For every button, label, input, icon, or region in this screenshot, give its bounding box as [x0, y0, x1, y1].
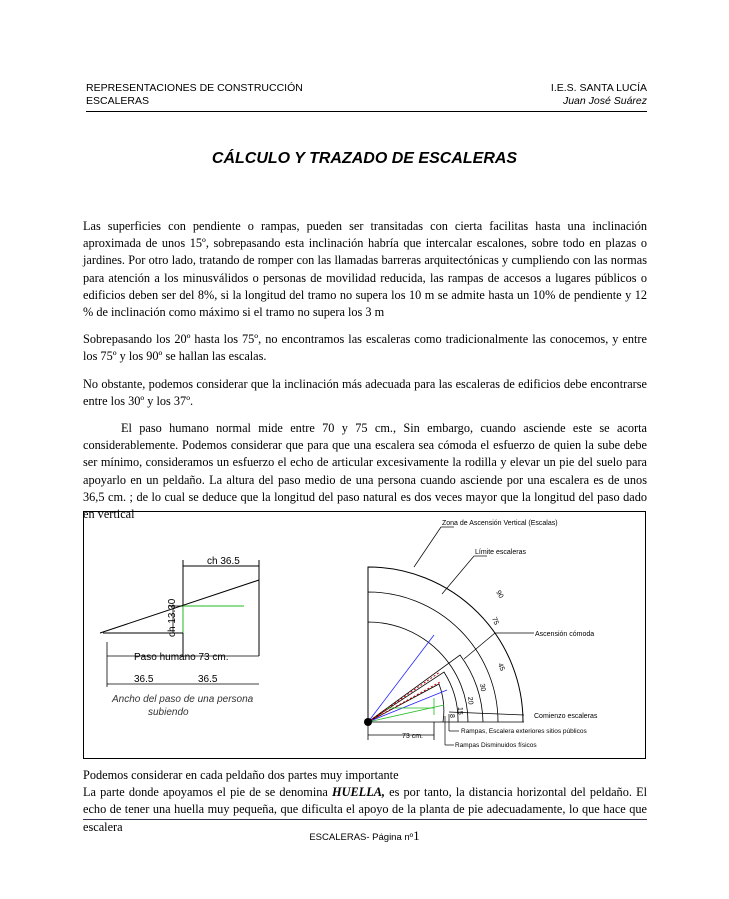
label-deg-90: 90	[494, 589, 505, 600]
stair-diagram	[84, 512, 647, 760]
bottom-text	[83, 767, 647, 836]
header-divider	[86, 111, 647, 112]
paragraph: No obstante, podemos considerar que la inclinación más adecuada para las escaleras de edificios debe encontrarse entre los 30º y los 37º.	[83, 376, 647, 408]
label-zona: Zona de Ascensión Vertical (Escalas)	[442, 520, 558, 527]
label-deg-8: 8	[448, 714, 455, 718]
label-paso-humano: Paso humano 73 cm.	[134, 652, 229, 663]
page-header	[86, 82, 647, 108]
label-ch365: ch 36.5	[207, 556, 240, 567]
label-half-step-b: 36.5	[198, 674, 218, 685]
label-deg-15: 15	[456, 707, 463, 715]
header-subject: REPRESENTACIONES DE CONSTRUCCIÓN	[86, 82, 303, 94]
label-deg-45: 45	[496, 662, 506, 673]
bottom-line1: Podemos considerar en cada peldaño dos partes muy importante	[83, 768, 399, 782]
label-deg-20: 20	[466, 696, 474, 705]
footer-divider	[83, 819, 647, 820]
header-author: Juan José Suárez	[562, 95, 647, 107]
paragraph: Sobrepasando los 20º hasta los 75º, no encontramos las escaleras como tradicionalmente las conocemos, y entre los 75º y los 90º se hallan las escalas.	[83, 332, 647, 364]
header-topic: ESCALERAS	[86, 95, 150, 107]
page-number: 1	[413, 828, 420, 843]
label-limite: Límite escaleras	[475, 549, 526, 556]
label-ascension: Ascensión cómoda	[535, 631, 595, 638]
label-rampas-ext: Rampas, Escalera exteriores sitios públicos	[461, 728, 587, 735]
label-base-73: 73 cm.	[402, 733, 424, 740]
body-text	[83, 218, 647, 533]
label-ch1330: ch 13.30	[167, 598, 178, 637]
huella-term: HUELLA,	[332, 785, 385, 800]
page-title: CÁLCULO Y TRAZADO DE ESCALERAS	[211, 150, 518, 167]
label-deg-30: 30	[478, 683, 487, 693]
footer-text: ESCALERAS- Página nº	[309, 832, 414, 843]
paragraph: Las superficies con pendiente o rampas, pueden ser transitadas con cierta facilitas hasta una inclinación aproximada de unos 15º, sobrepasando esta inclinación habría que intercalar escalones, sobre todo en plazas o jardines. Por otro lado, tratando de romper con las llamadas barreras arquitectónicas y cumpliendo con las normas para atención a los minusválidos o personas de movilidad reducida, las rampas de accesos a lugares públicos o edificios deben ser del 8%, si la longitud del tramo no supera los 10 m se admite hasta un 10% de pendiente y 12 % de inclinación como máximo si el tramo no supera los 3 m	[83, 219, 647, 320]
page-footer	[0, 828, 729, 844]
stair-diagram-figure	[83, 511, 646, 759]
header-school: I.E.S. SANTA LUCÍA	[550, 82, 647, 94]
label-comienzo: Comienzo escaleras	[534, 713, 598, 720]
caption-line2: subiendo	[148, 707, 189, 718]
inclination-diagram	[364, 520, 598, 749]
label-deg-75: 75	[490, 616, 500, 627]
paragraph: El paso humano normal mide entre 70 y 75 cm., Sin embargo, cuando asciende este se acorta considerablemente. Podemos considerar que para que una escalera sea cómoda el esfuerzo de quien la sube debe ser mínimo, consideramos un esfuerzo el echo de articular excesivamente la rodilla y elevar un pie del suelo para apoyarlo en un peldaño. La altura del paso medio de una persona cuando asciende por una escalera es de unos 36,5 cm. ; de lo cual se deduce que la longitud del paso natural es dos veces mayor que la longitud del paso dado en vertical	[83, 421, 647, 522]
step-diagram	[100, 556, 259, 718]
caption-line1: Ancho del paso de una persona	[112, 694, 254, 705]
label-rampas-dis: Rampas Disminuidos físicos	[455, 742, 537, 749]
label-half-step-a: 36.5	[134, 674, 154, 685]
bottom-line2: La parte donde apoyamos el pie de se denomina HUELLA, es por tanto, la distancia horizontal del peldaño. El echo de tener una huella muy pequeña, que dificulta el apoyo de la planta de pie adecuadamente, lo que hace que escalera	[83, 785, 647, 834]
